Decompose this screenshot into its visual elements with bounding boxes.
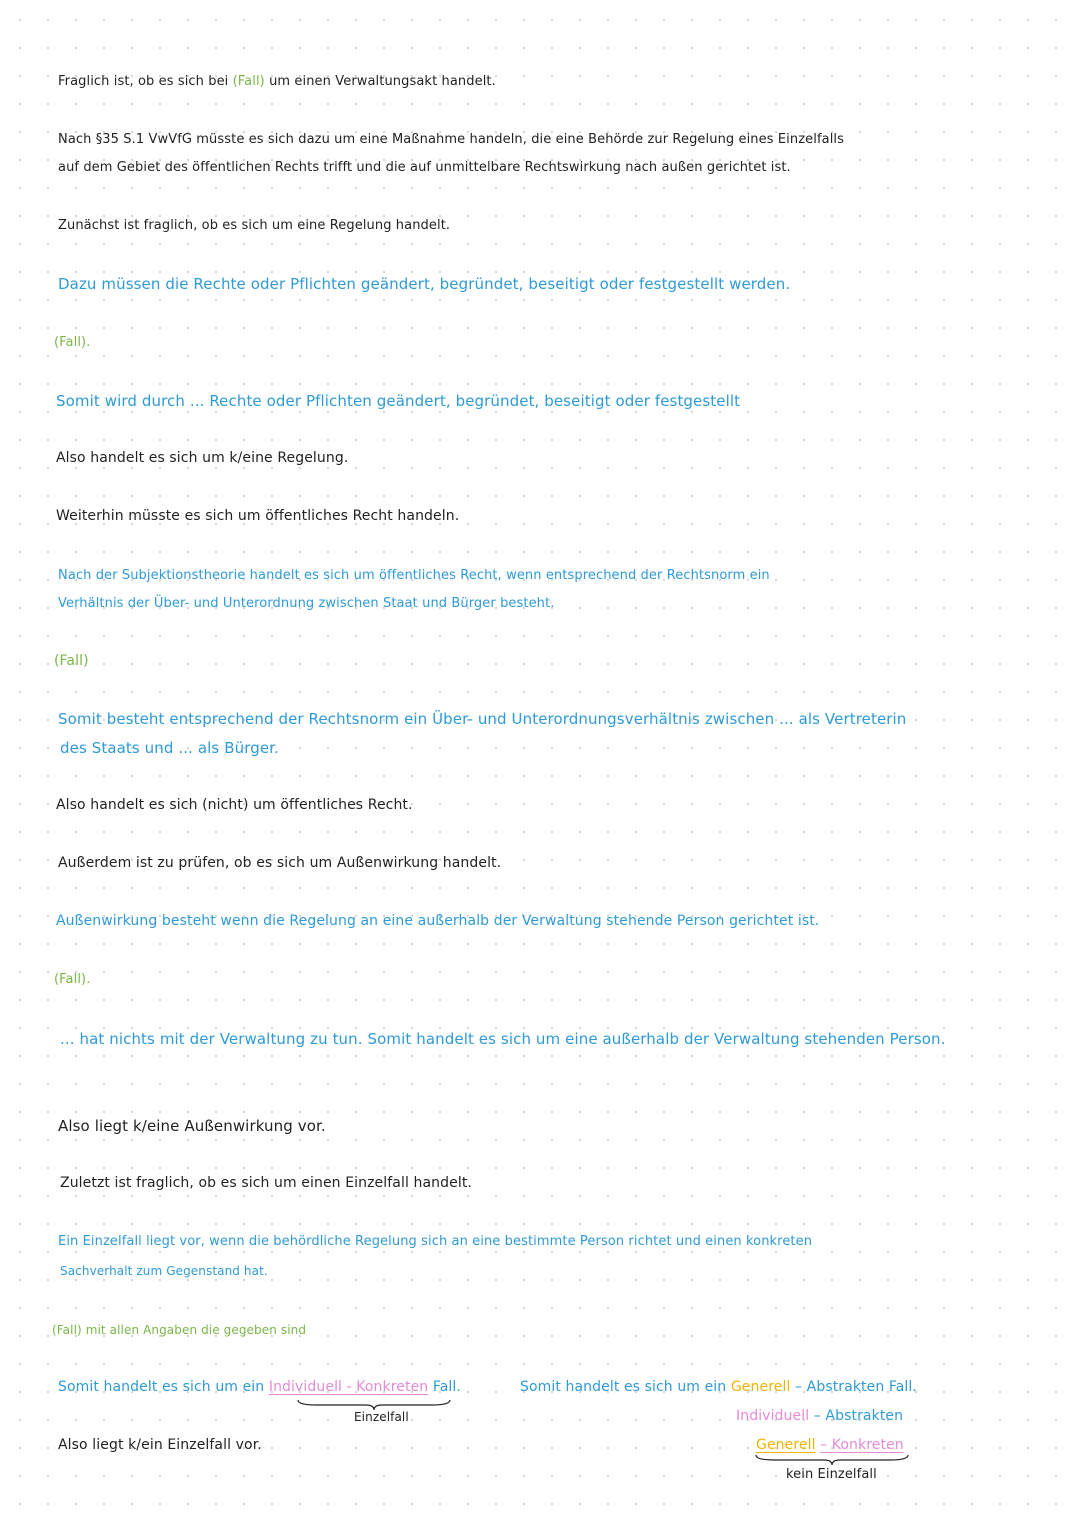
subsumption-line	[520, 1379, 917, 1395]
category-label-individuell: Individuell	[736, 1408, 810, 1424]
subsumption-line: des Staats und ... als Bürger.	[60, 739, 279, 757]
case-placeholder: (Fall)	[232, 74, 265, 89]
subsumption-line	[58, 1379, 461, 1395]
alternative-line	[736, 1408, 903, 1424]
text-line: Außerdem ist zu prüfen, ob es sich um Außenwirkung handelt.	[58, 855, 502, 871]
text-segment: Somit handelt es sich um ein	[58, 1379, 265, 1395]
case-placeholder: (Fall) mit allen Angaben die gegeben sind	[52, 1323, 307, 1337]
conclusion-line: Also liegt k/eine Außenwirkung vor.	[58, 1117, 326, 1135]
text-segment: Fall.	[432, 1379, 461, 1395]
text-line: auf dem Gebiet des öffentlichen Rechts trifft und die auf unmittelbare Rechtswirkung nach außen gerichtet ist.	[58, 160, 791, 175]
definition-line: Nach der Subjektionstheorie handelt es sich um öffentliches Recht, wenn entsprechend der Rechtsnorm ein	[58, 568, 770, 583]
text-line: Weiterhin müsste es sich um öffentliches Recht handeln.	[56, 508, 460, 524]
text-segment: Fraglich ist, ob es sich bei	[58, 74, 229, 89]
definition-line: Sachverhalt zum Gegenstand hat.	[60, 1264, 268, 1278]
text-segment: Somit handelt es sich um ein	[520, 1379, 727, 1395]
text-segment: – Abstrakten Fall.	[795, 1379, 917, 1395]
text-line	[58, 74, 496, 89]
conclusion-line: Also handelt es sich um k/eine Regelung.	[56, 450, 349, 466]
definition-line: Dazu müssen die Rechte oder Pflichten geändert, begründet, beseitigt oder festgestellt werden.	[58, 275, 791, 293]
conclusion-line: Also liegt k/ein Einzelfall vor.	[58, 1437, 262, 1453]
category-label-abstrakt: – Abstrakten	[813, 1408, 904, 1424]
subsumption-line: Somit besteht entsprechend der Rechtsnorm ein Über- und Unterordnungsverhältnis zwischen ... als Vertreterin	[58, 710, 907, 728]
text-line: Zunächst ist fraglich, ob es sich um eine Regelung handelt.	[58, 218, 451, 233]
definition-line: Ein Einzelfall liegt vor, wenn die behördliche Regelung sich an eine bestimmte Person richtet und einen konkreten	[58, 1234, 813, 1249]
conclusion-line: Also handelt es sich (nicht) um öffentliches Recht.	[56, 797, 413, 813]
case-placeholder: (Fall).	[54, 972, 91, 987]
text-segment: um einen Verwaltungsakt handelt.	[269, 74, 496, 89]
subsumption-line: Somit wird durch ... Rechte oder Pflichten geändert, begründet, beseitigt oder festgestellt	[56, 392, 741, 410]
definition-line: Verhältnis der Über- und Unterordnung zwischen Staat und Bürger besteht.	[58, 596, 555, 611]
annotation-note: Einzelfall	[354, 1410, 409, 1424]
case-placeholder: (Fall).	[54, 335, 91, 350]
category-label-generell: Generell	[730, 1379, 791, 1395]
category-label-generell: Generell	[756, 1437, 816, 1453]
subsumption-line: ... hat nichts mit der Verwaltung zu tun. Somit handelt es sich um eine außerhalb der Verwaltung stehenden Person.	[60, 1030, 946, 1048]
annotation-note: kein Einzelfall	[786, 1467, 877, 1482]
category-label-individuell-konkret: Individuell - Konkreten	[268, 1379, 429, 1395]
text-line: Zuletzt ist fraglich, ob es sich um einen Einzelfall handelt.	[60, 1175, 472, 1191]
case-placeholder: (Fall)	[54, 653, 89, 669]
category-label-konkret: – Konkreten	[820, 1437, 904, 1453]
text-line: Nach §35 S.1 VwVfG müsste es sich dazu um eine Maßnahme handeln, die eine Behörde zur Regelung eines Einzelfalls	[58, 132, 844, 147]
definition-line: Außenwirkung besteht wenn die Regelung an eine außerhalb der Verwaltung stehende Person gerichtet ist.	[56, 913, 820, 929]
brace-mark	[754, 1453, 910, 1467]
alternative-line	[756, 1437, 904, 1453]
